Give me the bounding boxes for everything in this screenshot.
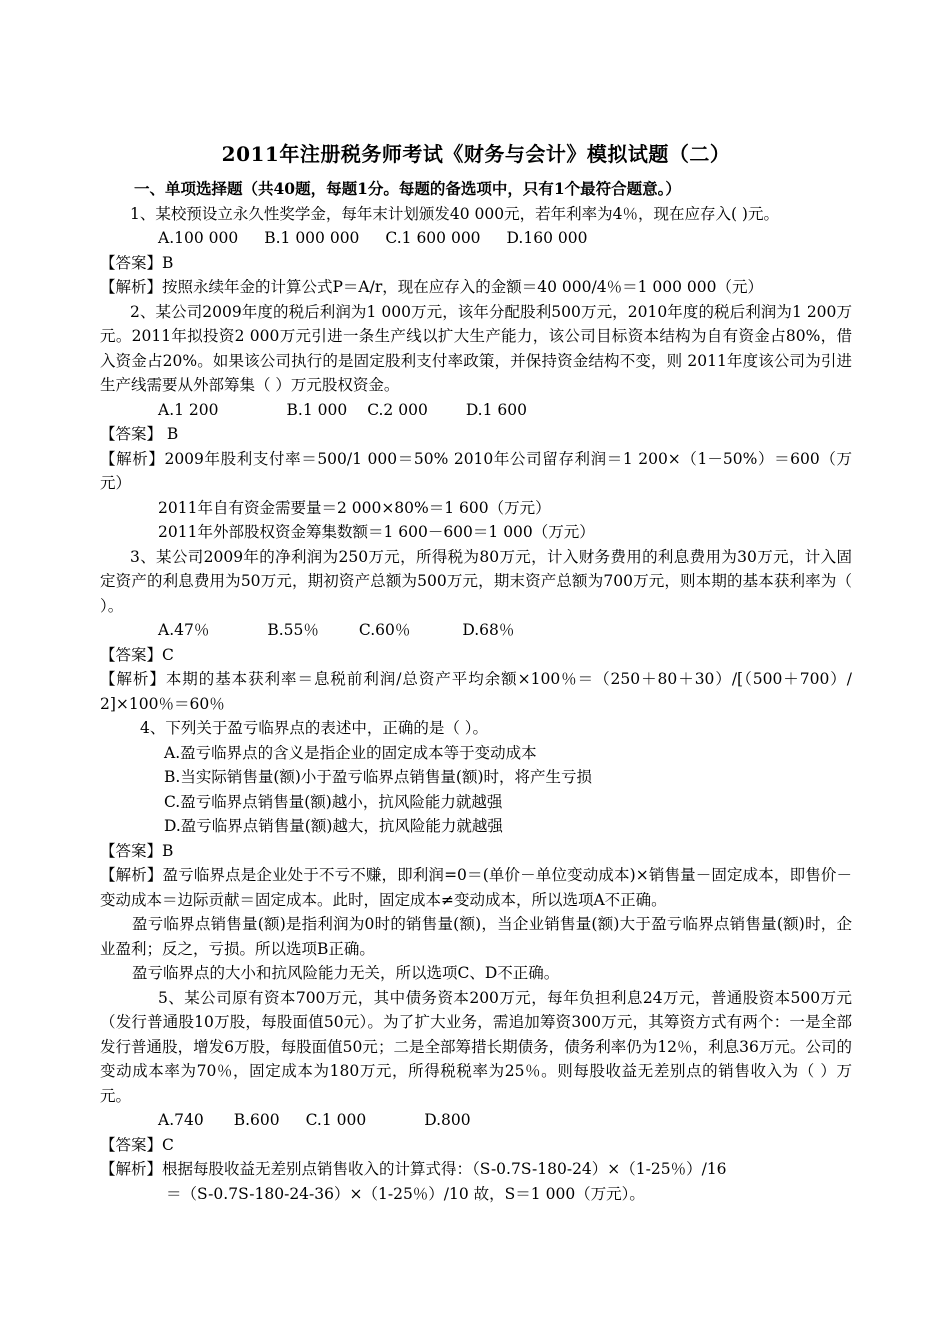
- answer-2: 【答案】 B: [100, 425, 179, 443]
- option-d: D.盈亏临界点销售量(额)越大，抗风险能力就越强: [164, 817, 503, 835]
- question-1: 1、某校预设立永久性奖学金，每年末计划颁发40 000元，若年利率为4％，现在应存入( )元。: [130, 204, 779, 223]
- answer-3: 【答案】C: [100, 645, 174, 664]
- analysis-5: 【解析】根据每股收益无差别点销售收入的计算式得：（S-0.7S-180-24）×（1-25％）/16: [100, 1160, 727, 1178]
- document-body: [100, 138, 852, 1206]
- option-c: C.2 000: [367, 400, 428, 419]
- question-4: 4、下列关于盈亏临界点的表述中，正确的是（ ）。: [140, 719, 489, 737]
- section-heading: 一、单项选择题（共40题，每题1分。每题的备选项中，只有1个最符合题意。）: [134, 179, 681, 198]
- option-b: B.当实际销售量(额)小于盈亏临界点销售量(额)时，将产生亏损: [164, 768, 593, 786]
- question-5: 5、某公司原有资本700万元，其中债务资本200万元，每年负担利息24万元，普通股资本500万元（发行普通股10万股，每股面值50元）。为了扩大业务，需追加筹资300万元，其筹资方式有两个：一是全部发行普通股，增发6万股，每股面值50元；二是全部筹措长期债务，债务利率仍为12％，利息36万元。公司的变动成本率为70％，固定成本为180万元，所得税税率为25％。则每股收益无差别点的销售收入为（ ）万元。: [100, 988, 852, 1105]
- analysis-3: 【解析】本期的基本获利率＝息税前利润/总资产平均余额×100％＝（250＋80＋30）/[（500＋700）/ 2]×100％＝60％: [100, 670, 852, 713]
- analysis-4-para-3: 盈亏临界点的大小和抗风险能力无关，所以选项C、D不正确。: [132, 964, 560, 982]
- analysis-4: 【解析】盈亏临界点是企业处于不亏不赚，即利润=0＝(单价－单位变动成本)×销售量－固定成本，即售价－变动成本＝边际贡献＝固定成本。此时，固定成本≠变动成本，所以选项A不正确。: [100, 866, 852, 909]
- option-a: A.740: [158, 1111, 204, 1129]
- option-d: D.160 000: [506, 229, 588, 247]
- option-a: A.盈亏临界点的含义是指企业的固定成本等于变动成本: [164, 743, 537, 762]
- page-title: 2011年注册税务师考试《财务与会计》模拟试题（二）: [221, 142, 731, 166]
- analysis-4-para-2: 盈亏临界点销售量(额)是指利润为0时的销售量(额)，当企业销售量(额)大于盈亏临界点销售量(额)时，企业盈利；反之，亏损。所以选项B正确。: [100, 915, 852, 958]
- answer-1: 【答案】B: [100, 253, 174, 272]
- analysis-2-calc-1: 2011年自有资金需要量＝2 000×80%＝1 600（万元）: [158, 498, 551, 517]
- option-c: C.60％: [358, 621, 411, 639]
- analysis-2-calc-2: 2011年外部股权资金筹集数额＝1 600－600＝1 000（万元）: [158, 523, 595, 541]
- option-d: D.68％: [462, 621, 515, 639]
- question-3: 3、某公司2009年的净利润为250万元，所得税为80万元，计入财务费用的利息费用为30万元，计入固定资产的利息费用为50万元，期初资产总额为500万元，期末资产总额为700万元，则本期的基本获利率为（ ）。: [100, 547, 852, 615]
- option-b: B.1 000 000: [264, 229, 360, 247]
- option-d: D.1 600: [465, 400, 527, 419]
- answer-4: 【答案】B: [100, 841, 174, 860]
- analysis-2: 【解析】2009年股利支付率＝500/1 000＝50% 2010年公司留存利润＝1 200×（1－50%）＝600（万元）: [100, 449, 852, 492]
- question-2-options: [100, 398, 852, 423]
- question-1-options: [100, 226, 852, 251]
- option-d: D.800: [424, 1111, 471, 1129]
- question-5-options: [100, 1108, 852, 1133]
- option-a: A.47％: [158, 621, 210, 639]
- option-b: B.55％: [267, 621, 319, 639]
- option-a: A.1 200: [158, 400, 219, 419]
- analysis-1: 【解析】按照永续年金的计算公式P＝A/r，现在应存入的金额＝40 000/4％＝1 000 000（元）: [100, 278, 763, 296]
- option-b: B.1 000: [286, 400, 348, 419]
- option-b: B.600: [233, 1111, 280, 1129]
- analysis-5-calc-1: ＝（S-0.7S-180-24-36）×（1-25％）/10 故，S＝1 000（万元）。: [166, 1184, 645, 1203]
- option-a: A.100 000: [158, 229, 239, 247]
- option-c: C.1 000: [305, 1111, 367, 1129]
- question-3-options: [100, 618, 852, 643]
- question-2: 2、某公司2009年度的税后利润为1 000万元，该年分配股利500万元，2010年度的税后利润为1 200万元。2011年拟投资2 000万元引进一条生产线以扩大生产能力，该公司目标资本结构为自有资金占80%，借入资金占20%。如果该公司执行的是固定股利支付率政策，并保持资金结构不变，则 2011年度该公司为引进生产线需要从外部筹集（ ）万元股权资金。: [100, 302, 852, 394]
- option-c: C.盈亏临界点销售量(额)越小，抗风险能力就越强: [164, 792, 503, 811]
- answer-5: 【答案】C: [100, 1135, 174, 1154]
- option-c: C.1 600 000: [385, 229, 481, 247]
